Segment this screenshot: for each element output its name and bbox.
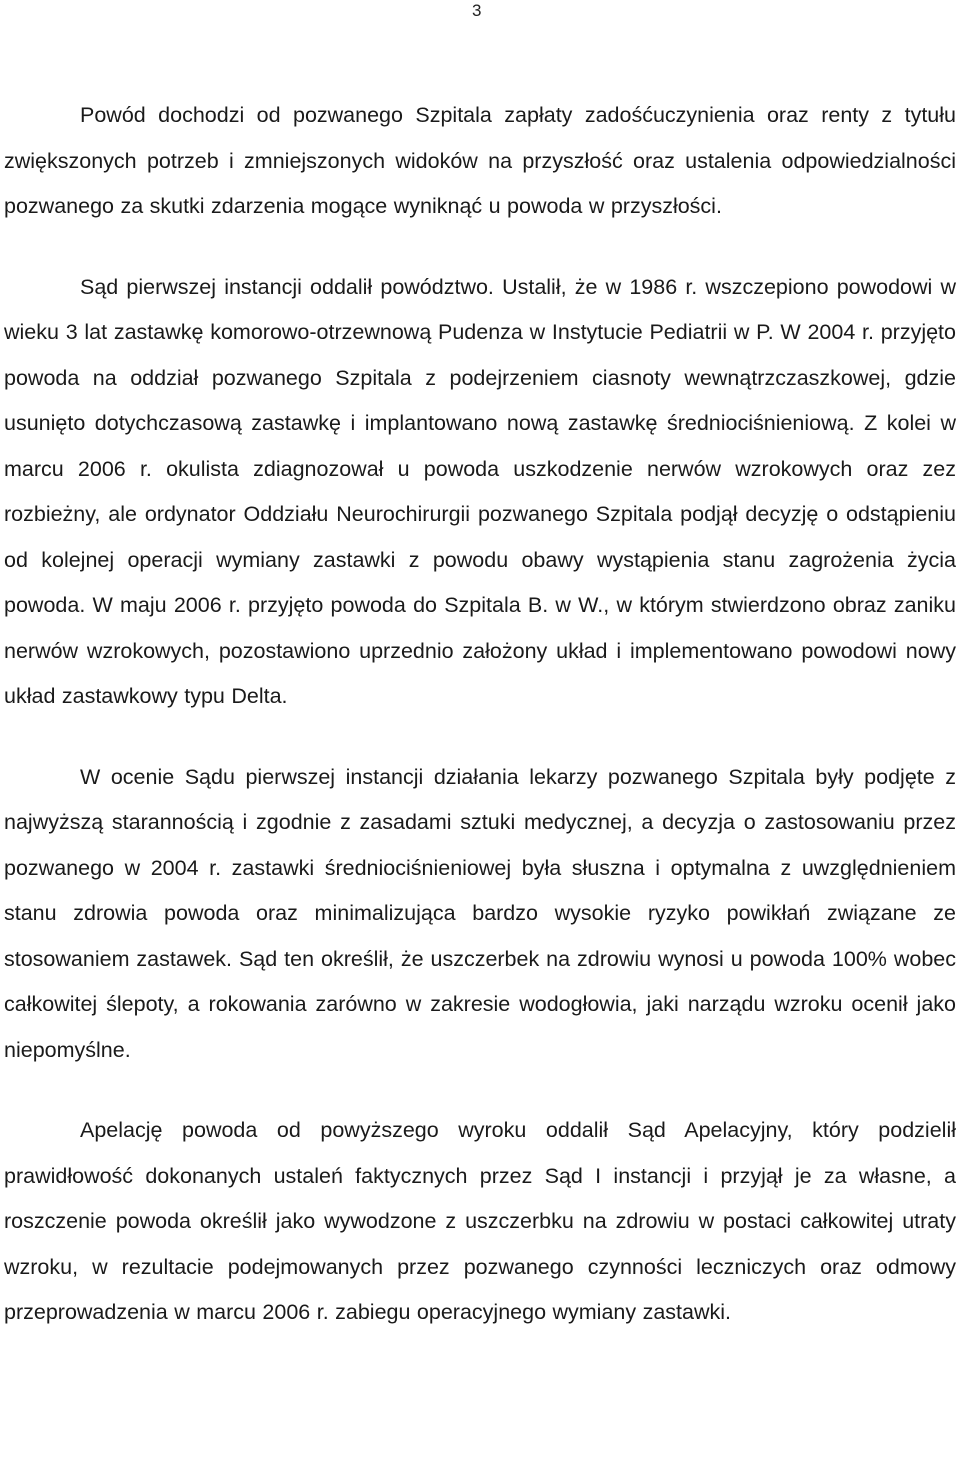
paragraph-claim: Powód dochodzi od pozwanego Szpitala zapłaty zadośćuczynienia oraz renty z tytułu zwiększonych potrzeb i zmniejszonych widoków na przyszłość oraz ustalenia odpowiedzialności pozwanego za skutki zdarzenia mogące wyniknąć u powoda w przyszłości. xyxy=(4,103,956,218)
page-number: 3 xyxy=(472,1,482,20)
paragraph-first-instance-findings: Sąd pierwszej instancji oddalił powództwo. Ustalił, że w 1986 r. wszczepiono powodowi w wieku 3 lat zastawkę komorowo-otrzewnową Pudenza w Instytucie Pediatrii w P. W 2004 r. przyjęto powoda na oddział pozwanego Szpitala z podejrzeniem ciasnoty wewnątrzczaszkowej, gdzie usunięto dotychczasową zastawkę i implantowano nową zastawkę średniociśnieniową. Z kolei w marcu 2006 r. okulista zdiagnozował u powoda uszkodzenie nerwów wzrokowych oraz zez rozbieżny, ale ordynator Oddziału Neurochirurgii pozwanego Szpitala podjął decyzję o odstąpieniu od kolejnej operacji wymiany zastawki z powodu obawy wystąpienia stanu zagrożenia życia powoda. W maju 2006 r. przyjęto powoda do Szpitala B. w W., w którym stwierdzono obraz zaniku nerwów wzrokowych, pozostawiono uprzednio założony układ i implementowano powodowi nowy układ zastawkowy typu Delta. xyxy=(4,274,956,708)
paragraph-court-assessment: W ocenie Sądu pierwszej instancji działania lekarzy pozwanego Szpitala były podjęte z najwyższą starannością i zgodnie z zasadami sztuki medycznej, a decyzja o zastosowaniu przez pozwanego w 2004 r. zastawki średniociśnieniowej była słuszna i optymalna z uwzględnieniem stanu zdrowia powoda oraz minimalizująca bardzo wysokie ryzyko powikłań związane ze stosowaniem zastawek. Sąd ten określił, że uszczerbek na zdrowiu wynosi u powoda 100% wobec całkowitej ślepoty, a rokowania zarówno w zakresie wodogłowia, jaki narządu wzroku ocenił jako niepomyślne. xyxy=(4,764,956,1062)
document-body xyxy=(4,93,956,1371)
paragraph-appeal: Apelację powoda od powyższego wyroku oddalił Sąd Apelacyjny, który podzielił prawidłowość dokonanych ustaleń faktycznych przez Sąd I instancji i przyjął je za własne, a roszczenie powoda określił jako wywodzone z uszczerbku na zdrowiu w postaci całkowitej utraty wzroku, w rezultacie podejmowanych przez pozwanego czynności leczniczych oraz odmowy przeprowadzenia w marcu 2006 r. zabiegu operacyjnego wymiany zastawki. xyxy=(4,1118,956,1324)
